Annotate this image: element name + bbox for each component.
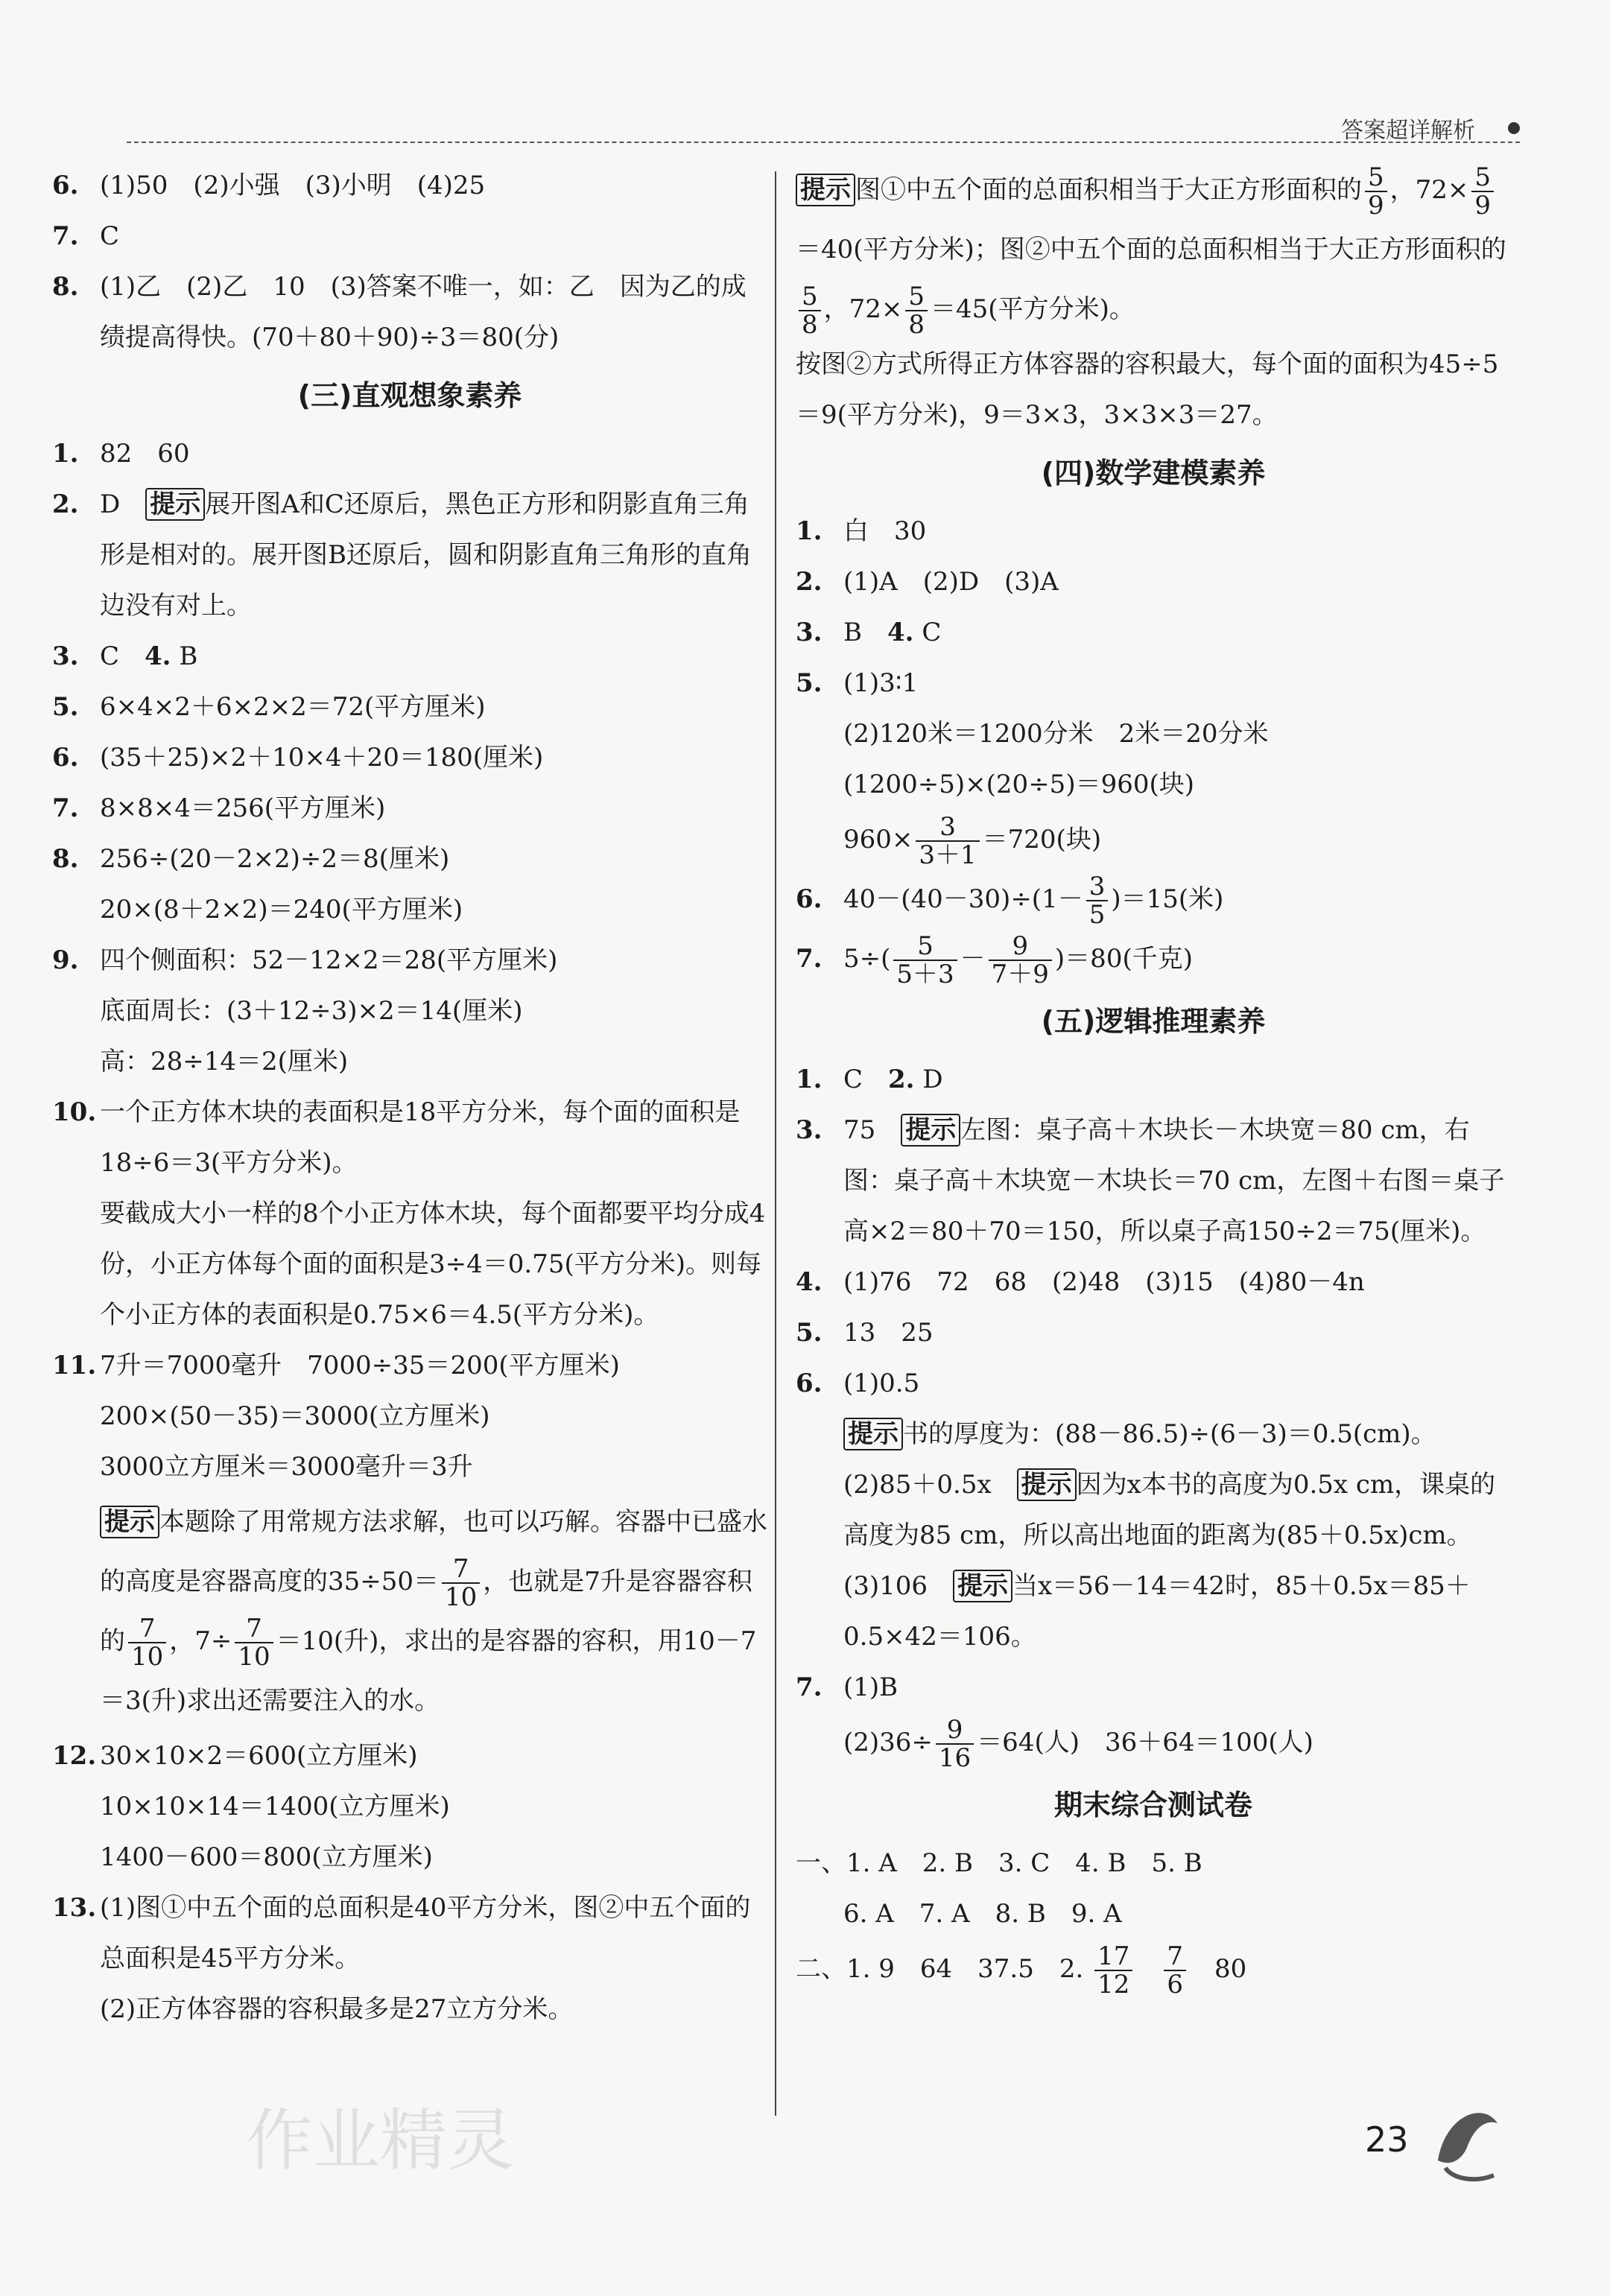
fraction: $\frac{9}{16}$ bbox=[936, 1716, 974, 1772]
column-divider bbox=[775, 171, 776, 2116]
answer-item: 7. 8×8×4＝256(平方厘米) bbox=[52, 793, 386, 823]
left-column bbox=[52, 160, 767, 2035]
fraction: $\frac{7}{10}$ bbox=[235, 1615, 273, 1670]
hint-label: 提示 bbox=[796, 174, 855, 206]
header-dot bbox=[1508, 122, 1520, 134]
hint-label: 提示 bbox=[1017, 1468, 1077, 1501]
section-title: (五)逻辑推理素养 bbox=[1041, 1005, 1266, 1038]
hint-paragraph: 提示 图①中五个面的总面积相当于大正方形面积的 $\frac{5}{9}$ ，72× $\frac{5}{9}$ ＝40(平方分米)；图②中五个面的总面积相当于大正方形面积的 $\frac{5}{8}$ ，72× $\frac{5}{8}$ ＝45(平方分米)。 bbox=[796, 162, 1506, 340]
answer-item: 2. (1)A (2)D (3)A bbox=[796, 567, 1059, 597]
fraction: $\frac{3}{5}$ bbox=[1086, 873, 1109, 928]
fraction: $\frac{5}{8}$ bbox=[799, 283, 821, 338]
answer-item: 5. 13 25 bbox=[796, 1318, 934, 1348]
answer-item: 1. 白 30 bbox=[796, 516, 927, 546]
fraction: $\frac{17}{12}$ bbox=[1094, 1943, 1132, 1998]
fraction: $\frac{5}{8}$ bbox=[905, 283, 928, 338]
section-title: (三)直观想象素养 bbox=[297, 379, 522, 412]
answer-item: 13. (1)图①中五个面的总面积是40平方分米，图②中五个面的总面积是45平方分米。 (2)正方体容器的容积最多是27立方分米。 bbox=[52, 1893, 751, 2024]
answer-item: 8. 256÷(20－2×2)÷2＝8(厘米) 20×(8＋2×2)＝240(平方厘米) bbox=[52, 844, 463, 925]
page-number: 23 bbox=[1365, 2119, 1409, 2160]
answer-item: 6. (1)0.5 提示 书的厚度为：(88－86.5)÷(6－3)＝0.5(cm)。 (2)85＋0.5x 提示 因为x本书的高度为0.5x cm，课桌的高度为85 cm，所以高出地面的距离为(85＋0.5x)cm。 (3)106 提示 当x＝56－14＝42时，85＋0.5x＝85＋0.5×42＝106。 bbox=[796, 1369, 1496, 1652]
answer-item: 4. (1)76 72 68 (2)48 (3)15 (4)80－4n bbox=[796, 1267, 1365, 1297]
fraction: $\frac{3}{3+1}$ bbox=[916, 814, 979, 869]
answer-item: 10. 一个正方体木块的表面积是18平方分米，每个面的面积是18÷6＝3(平方分米)。 要截成大小一样的8个小正方体木块，每个面都要平均分成4份，小正方体每个面的面积是3÷4＝0.75(平方分米)。则每个小正方体的表面积是0.75×6＝4.5(平方分米)。 bbox=[52, 1097, 766, 1330]
answer-item: 6. (35＋25)×2＋10×4＋20＝180(厘米) bbox=[52, 743, 544, 773]
hint-label: 提示 bbox=[145, 488, 205, 521]
hint-label: 提示 bbox=[953, 1570, 1012, 1602]
answer-item: 8. (1)乙 (2)乙 10 (3)答案不唯一，如：乙 因为乙的成绩提高得快。(70＋80＋90)÷3＝80(分) bbox=[52, 272, 747, 352]
fraction: $\frac{7}{10}$ bbox=[128, 1615, 166, 1670]
watermark: 作业精灵 bbox=[246, 2102, 514, 2180]
dolphin-logo-icon bbox=[1423, 2086, 1505, 2190]
right-column: 提示 图①中五个面的总面积相当于大正方形面积的 $\frac{5}{9}$ ，72× $\frac{5}{9}$ ＝40(平方分米)；图②中五个面的总面积相当于大正方形面积的 $\frac{5}{8}$ ，72× $\frac{5}{8}$ ＝45(平方分米)。 按图②方式所得正方体容器的容积最大，每个面的面积为45÷5＝9(平方分米)，9＝3×3，3×3×3＝27。 (四)数学建模素养 1. 白 30 2. (1)A (2)D (3)A 3. B 4. C 5. (1)3∶1 (2)120米＝1200分米 2米＝20分米 (1200÷5)×(20÷5)＝960(块) 960× $\frac{3}{3+1}$ ＝720(块) 6. 40－(40－30)÷(1－ $\frac{3}{5}$ )＝15(米) 7. 5÷( $\frac{5}{5+3}$ － $\frac{9}{7+9}$ )＝80(千克) (五)逻辑推理素养 1. C 2. D 3. 75 提示 左图：桌子高＋木块长－木块宽＝80 cm，右图：桌子高＋木块宽－木块长＝70 cm，左图＋右图＝桌子高×2＝80＋70＝150，所以桌子高150÷2＝75(厘米)。 4. (1)76 72 68 (2)48 (3)15 (4)80－4n 5. 13 25 6. (1)0.5 提示 书的厚度为：(88－86.5)÷(6－3)＝0.5(cm)。 (2)85＋0.5x 提示 因为x本书的高度为0.5x cm，课桌的高度为85 cm，所以高出地面的距离为(85＋0.5x)cm。 (3)106 提示 当x＝56－14＝42时，85＋0.5x＝85＋0.5×42＝106。 7. (1)B (2)36÷ $\frac{9}{16}$ ＝64(人) 36＋64＝100(人) 期末综合测试卷 一、1. A 2. B 3. C 4. B 5. B 6. A 7. A 8. B 9. A 二、1. 9 64 37.5 2. $\frac{17}{12}$ $\frac{7}{6}$ 80 bbox=[796, 160, 1511, 1999]
answer-item: 3. C 4. B bbox=[52, 641, 198, 671]
fraction: $\frac{9}{7+9}$ bbox=[989, 933, 1052, 988]
answer-item: 1. 82 60 bbox=[52, 439, 190, 469]
page-header bbox=[127, 112, 1520, 143]
answer-item: 7. (1)B (2)36÷ $\frac{9}{16}$ ＝64(人) 36＋64＝100(人) bbox=[796, 1672, 1313, 1773]
answer-item: 2. D 提示 展开图A和C还原后，黑色正方形和阴影直角三角形是相对的。展开图B还原后，圆和阴影直角三角形的直角边没有对上。 bbox=[52, 489, 752, 621]
fraction: $\frac{5}{5+3}$ bbox=[893, 933, 957, 988]
answer-item: 6. 40－(40－30)÷(1－ $\frac{3}{5}$ )＝15(米) bbox=[796, 872, 1224, 930]
hint-label: 提示 bbox=[901, 1114, 960, 1147]
answer-item: 5. 6×4×2＋6×2×2＝72(平方厘米) bbox=[52, 692, 486, 722]
section-title: (四)数学建模素养 bbox=[1041, 457, 1266, 489]
section-title: 期末综合测试卷 bbox=[1053, 1789, 1252, 1821]
final-row: 二、1. 9 64 37.5 2. $\frac{17}{12}$ $\frac{7}{6}$ 80 bbox=[796, 1941, 1247, 2000]
answer-item: 3. 75 提示 左图：桌子高＋木块长－木块宽＝80 cm，右图：桌子高＋木块宽－木块长＝70 cm，左图＋右图＝桌子高×2＝80＋70＝150，所以桌子高150÷2＝75(厘米)。 bbox=[796, 1115, 1505, 1246]
answer-item: 11. 7升＝7000毫升 7000÷35＝200(平方厘米) 200×(50－35)＝3000(立方厘米) 3000立方厘米＝3000毫升＝3升 提示 本题除了用常规方法求解，也可以巧解。容器中已盛水的高度是容器高度的35÷50＝ $\frac{7}{10}$ ，也就是7升是容器容积的 $\frac{7}{10}$ ，7÷ $\frac{7}{10}$ ＝10(升)，求出的是容器的容积，用10－7＝3(升)求出还需要注入的水。 bbox=[52, 1351, 767, 1716]
answer-item: 5. (1)3∶1 (2)120米＝1200分米 2米＝20分米 (1200÷5)×(20÷5)＝960(块) 960× $\frac{3}{3+1}$ ＝720(块) bbox=[796, 668, 1269, 870]
fraction: $\frac{5}{9}$ bbox=[1365, 164, 1387, 219]
fraction: $\frac{7}{6}$ bbox=[1164, 1943, 1186, 1998]
answer-item: 7. C bbox=[52, 221, 120, 251]
hint-label: 提示 bbox=[100, 1506, 159, 1538]
final-row: 6. A 7. A 8. B 9. A bbox=[843, 1899, 1122, 1929]
header-title: 答案超详解析 bbox=[1341, 118, 1475, 144]
final-row: 一、1. A 2. B 3. C 4. B 5. B bbox=[796, 1848, 1202, 1878]
answer-item: 6. (1)50 (2)小强 (3)小明 (4)25 bbox=[52, 171, 486, 200]
answer-item: 1. C 2. D bbox=[796, 1065, 943, 1094]
fraction: $\frac{7}{10}$ bbox=[442, 1555, 480, 1611]
hint-label: 提示 bbox=[843, 1418, 903, 1450]
answer-item: 7. 5÷( $\frac{5}{5+3}$ － $\frac{9}{7+9}$ )＝80(千克) bbox=[796, 931, 1193, 989]
answer-item: 12. 30×10×2＝600(立方厘米) 10×10×14＝1400(立方厘米) 1400－600＝800(立方厘米) bbox=[52, 1741, 450, 1872]
answer-item: 9. 四个侧面积：52－12×2＝28(平方厘米) 底面周长：(3＋12÷3)×2＝14(厘米) 高：28÷14＝2(厘米) bbox=[52, 945, 558, 1076]
fraction: $\frac{5}{9}$ bbox=[1471, 164, 1494, 219]
answer-item: 3. B 4. C bbox=[796, 618, 942, 647]
